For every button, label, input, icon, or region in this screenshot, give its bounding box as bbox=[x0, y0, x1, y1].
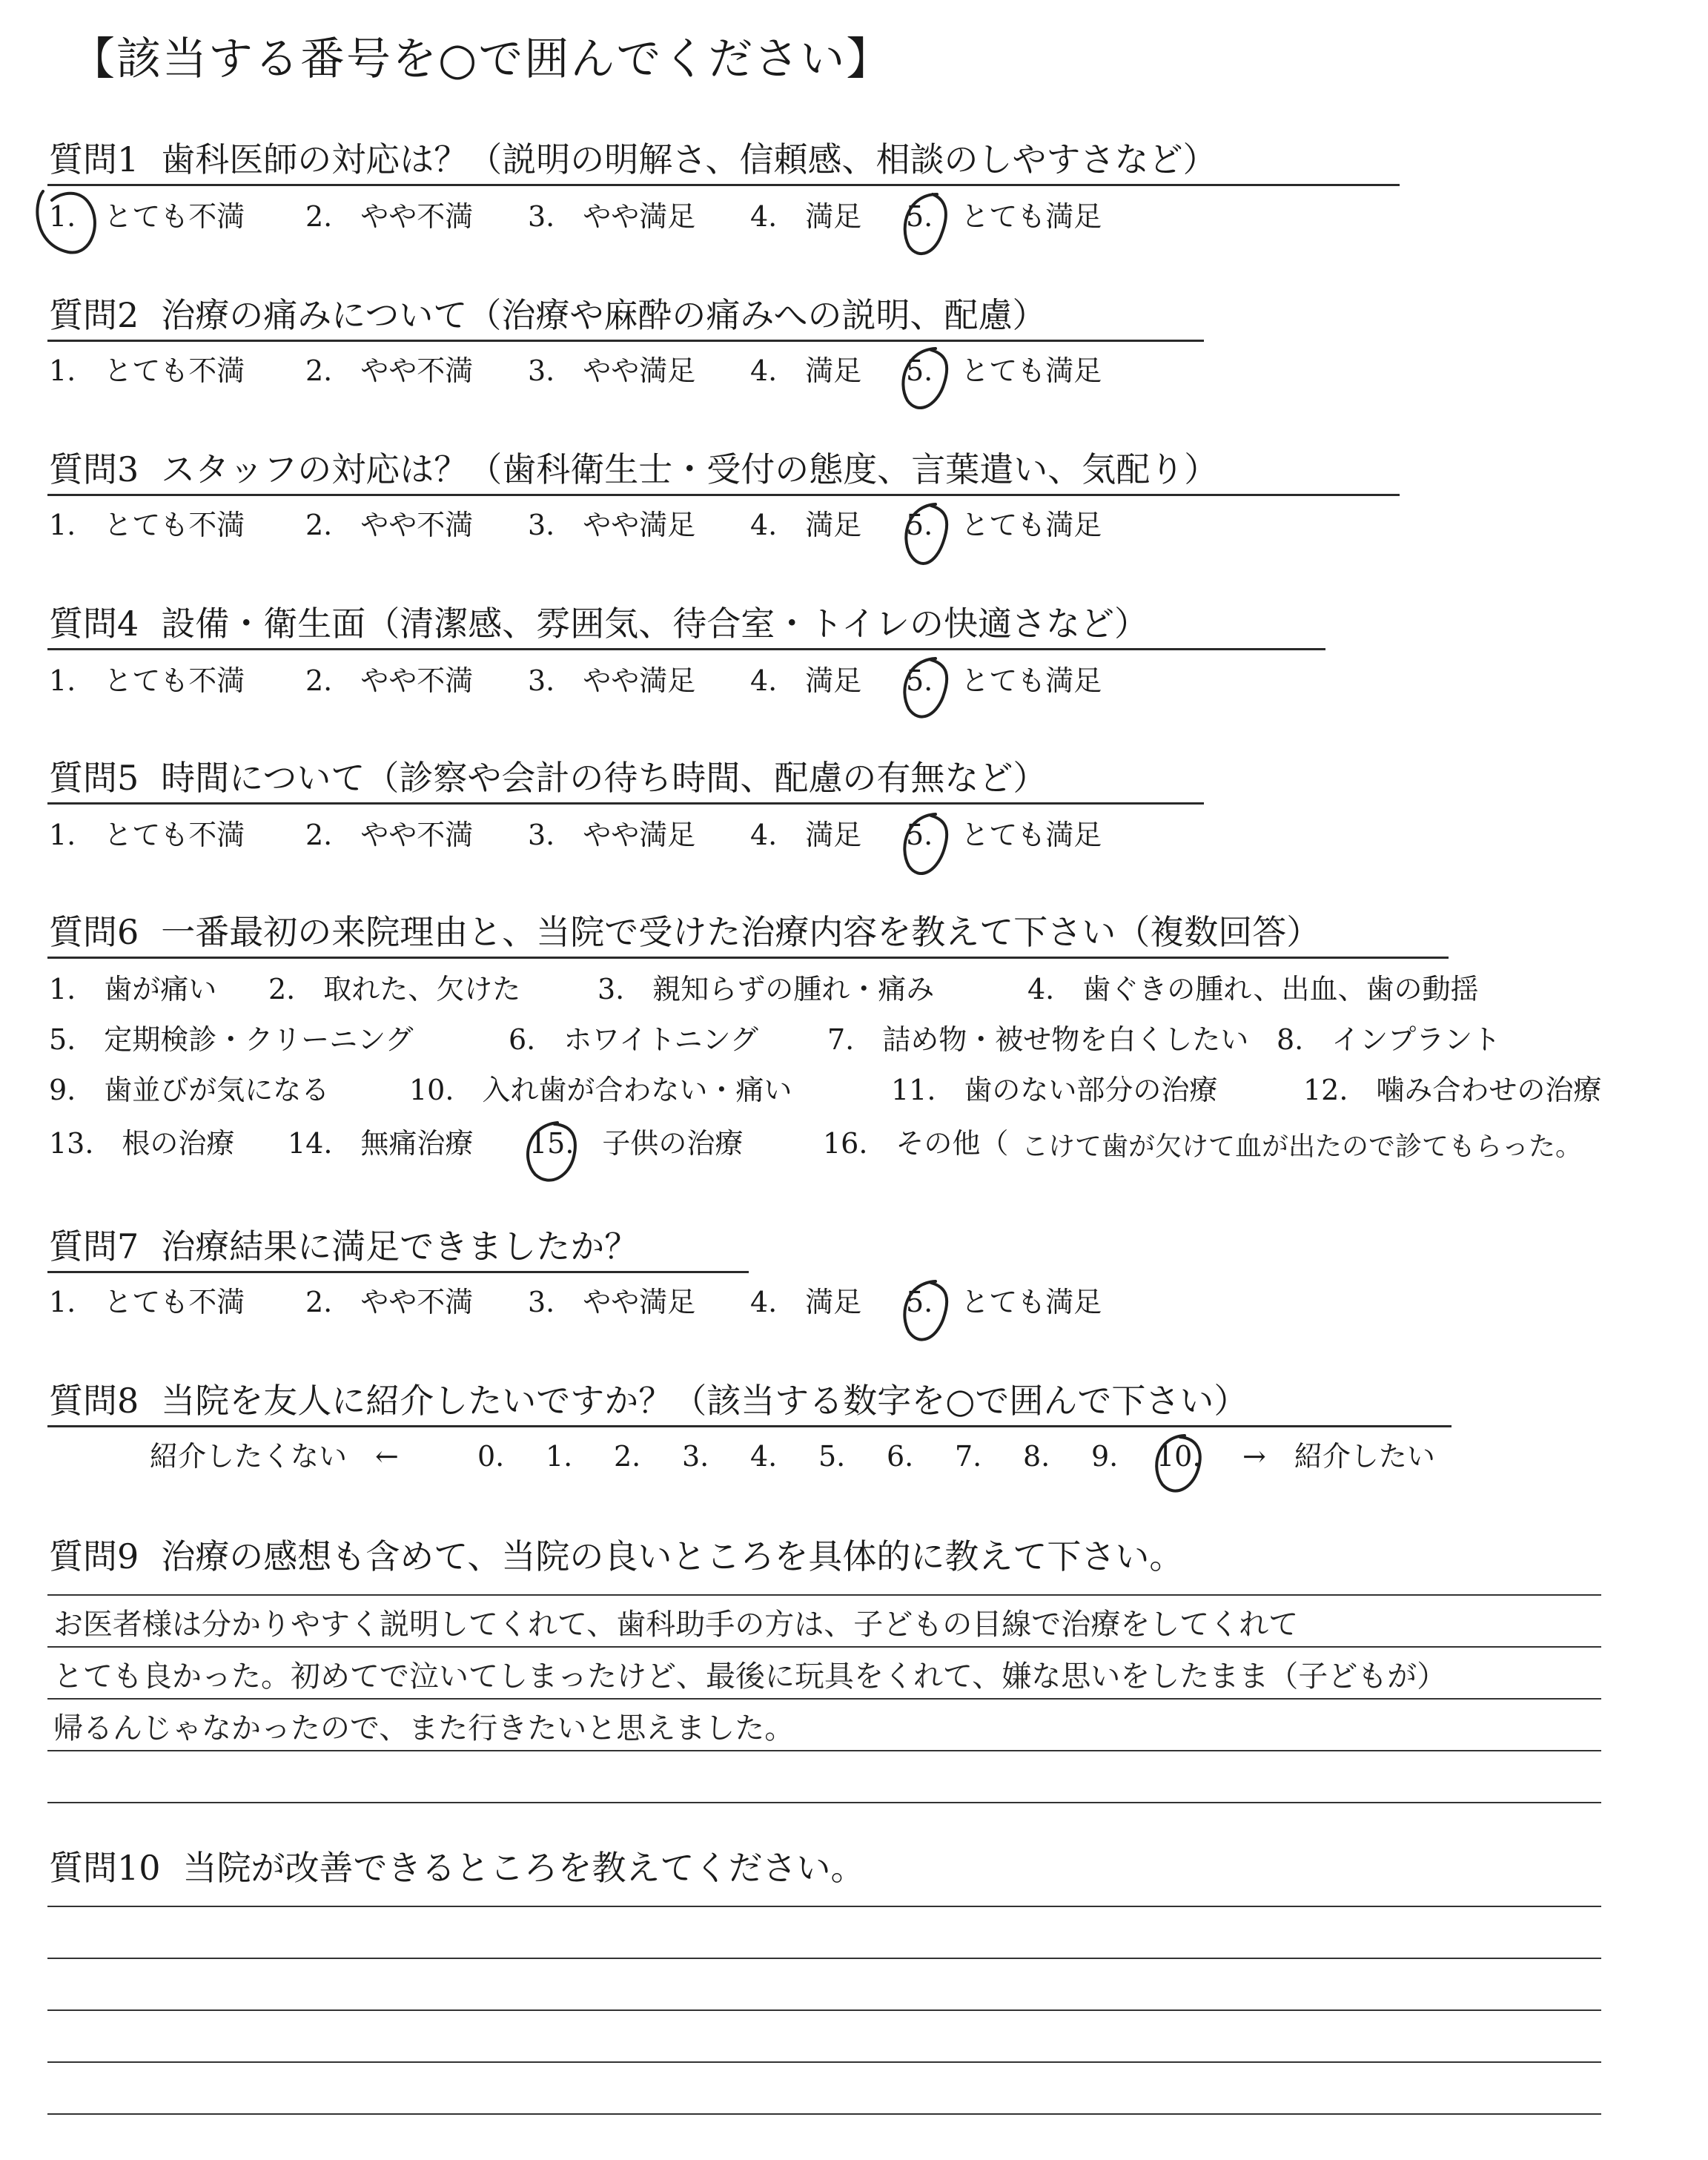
rating-option-1: 1. とても不満 bbox=[49, 664, 245, 697]
scale-number: 7. bbox=[955, 1440, 982, 1473]
question-text: 治療結果に満足できましたか？ bbox=[161, 1226, 639, 1266]
scale-number: 5. bbox=[818, 1440, 846, 1473]
handwritten-other-answer: こけて歯が欠けて血が出たので診てもらった。 bbox=[1022, 1132, 1583, 1162]
option: 8. インプラント bbox=[1277, 1023, 1501, 1056]
handwritten-answer-line-2: とても良かった。初めてで泣いてしまったけど、最後に玩具をくれて、嫌な思いをしたまま（子どもが） bbox=[53, 1659, 1447, 1694]
question-label: 質問3 bbox=[49, 449, 139, 489]
option: 4. 歯ぐきの腫れ、出血、歯の動揺 bbox=[1027, 973, 1479, 1005]
rating-option-1: 1. とても不満 bbox=[49, 354, 245, 387]
selection-circle-q7-5 bbox=[904, 1281, 947, 1340]
page-title: 【該当する番号を○で囲んでください】 bbox=[70, 33, 893, 85]
rating-option-3: 3. やや満足 bbox=[528, 1286, 696, 1318]
selection-circle-q1-1 bbox=[37, 191, 95, 253]
question-text: 当院を友人に紹介したいですか？（該当する数字を○で囲んで下さい） bbox=[161, 1381, 1248, 1421]
selection-circle-q8-10 bbox=[1156, 1436, 1200, 1491]
scale-number: 1. bbox=[546, 1440, 573, 1473]
option: 10. 入れ歯が合わない・痛い bbox=[409, 1074, 792, 1106]
option: 16. その他（ bbox=[823, 1127, 1009, 1160]
question-text: 治療の感想も含めて、当院の良いところを具体的に教えて下さい。 bbox=[161, 1536, 1184, 1576]
selection-circle-q2-5 bbox=[903, 349, 947, 408]
rating-option-5: 5. とても満足 bbox=[906, 819, 1102, 851]
rating-option-2: 2. やや不満 bbox=[305, 509, 474, 541]
scale-number: 6. bbox=[887, 1440, 914, 1473]
rating-option-4: 4. 満足 bbox=[750, 819, 862, 851]
option: 7. 詰め物・被せ物を白くしたい bbox=[827, 1023, 1249, 1056]
question-label: 質問5 bbox=[49, 758, 139, 798]
rating-option-2: 2. やや不満 bbox=[305, 354, 474, 387]
question-text: 時間について（診察や会計の待ち時間、配慮の有無など） bbox=[161, 758, 1047, 798]
question-label: 質問1 bbox=[49, 139, 139, 179]
question-label: 質問6 bbox=[49, 912, 139, 952]
rating-option-5: 5. とても満足 bbox=[906, 509, 1102, 541]
selection-circle-q3-5 bbox=[906, 504, 947, 564]
scale-right-label: → 紹介したい bbox=[1242, 1440, 1435, 1473]
rating-option-1: 1. とても不満 bbox=[49, 509, 245, 541]
rating-option-3: 3. やや満足 bbox=[528, 354, 696, 387]
option: 9. 歯並びが気になる bbox=[49, 1074, 330, 1106]
rating-option-5: 5. とても満足 bbox=[906, 354, 1102, 387]
handwritten-answer-line-3: 帰るんじゃなかったので、また行きたいと思えました。 bbox=[53, 1711, 795, 1745]
rating-option-2: 2. やや不満 bbox=[305, 664, 474, 697]
option: 2. 取れた、欠けた bbox=[268, 973, 521, 1005]
rating-option-1: 1. とても不満 bbox=[49, 819, 245, 851]
option: 11. 歯のない部分の治療 bbox=[891, 1074, 1218, 1106]
rating-option-4: 4. 満足 bbox=[750, 664, 862, 697]
rating-option-2: 2. やや不満 bbox=[305, 819, 474, 851]
question-text: 歯科医師の対応は？（説明の明解さ、信頼感、相談のしやすさなど） bbox=[161, 139, 1217, 179]
scale-number: 9. bbox=[1091, 1440, 1119, 1473]
selection-circle-q6-15 bbox=[528, 1123, 575, 1180]
selection-circle-q4-5 bbox=[904, 658, 947, 717]
rating-option-3: 3. やや満足 bbox=[528, 200, 696, 233]
question-text: 一番最初の来院理由と、当院で受けた治療内容を教えて下さい（複数回答） bbox=[161, 912, 1321, 952]
rating-option-5: 5. とても満足 bbox=[906, 664, 1102, 697]
option: 13. 根の治療 bbox=[49, 1127, 235, 1160]
question-text: 治療の痛みについて（治療や麻酔の痛みへの説明、配慮） bbox=[161, 295, 1047, 335]
rating-option-5: 5. とても満足 bbox=[906, 200, 1102, 233]
option: 15. 子供の治療 bbox=[529, 1127, 744, 1160]
scale-number: 2. bbox=[614, 1440, 641, 1473]
question-text: 当院が改善できるところを教えてください。 bbox=[182, 1848, 865, 1888]
rating-option-3: 3. やや満足 bbox=[528, 509, 696, 541]
rating-option-4: 4. 満足 bbox=[750, 1286, 862, 1318]
rating-option-3: 3. やや満足 bbox=[528, 819, 696, 851]
question-label: 質問7 bbox=[49, 1226, 139, 1266]
handwritten-answer-line-1: お医者様は分かりやすく説明してくれて、歯科助手の方は、子どもの目線で治療をしてくれて bbox=[53, 1608, 1299, 1642]
question-text: 設備・衛生面（清潔感、雰囲気、待合室・トイレの快適さなど） bbox=[161, 604, 1148, 644]
rating-option-4: 4. 満足 bbox=[750, 509, 862, 541]
question-label: 質問9 bbox=[49, 1536, 139, 1576]
selection-circle-q1-5 bbox=[905, 194, 946, 254]
rating-option-2: 2. やや不満 bbox=[305, 200, 474, 233]
scale-number: 0. bbox=[477, 1440, 505, 1473]
option: 14. 無痛治療 bbox=[288, 1127, 474, 1160]
rating-option-5: 5. とても満足 bbox=[906, 1286, 1102, 1318]
scale-number: 3. bbox=[682, 1440, 709, 1473]
scale-number: 10. bbox=[1156, 1440, 1202, 1473]
scale-left-label: 紹介したくない ← bbox=[150, 1440, 399, 1473]
question-label: 質問2 bbox=[49, 295, 139, 335]
selection-circle-q5-5 bbox=[904, 814, 947, 873]
rating-option-1: 1. とても不満 bbox=[49, 200, 245, 233]
option: 1. 歯が痛い bbox=[49, 973, 217, 1005]
rating-option-1: 1. とても不満 bbox=[49, 1286, 245, 1318]
scale-number: 8. bbox=[1023, 1440, 1050, 1473]
rating-option-4: 4. 満足 bbox=[750, 354, 862, 387]
question-label: 質問10 bbox=[49, 1848, 161, 1888]
option: 6. ホワイトニング bbox=[509, 1023, 758, 1056]
option: 12. 噛み合わせの治療 bbox=[1303, 1074, 1602, 1106]
question-label: 質問4 bbox=[49, 604, 139, 644]
rating-option-2: 2. やや不満 bbox=[305, 1286, 474, 1318]
question-label: 質問8 bbox=[49, 1381, 139, 1421]
question-text: スタッフの対応は？（歯科衛生士・受付の態度、言葉遣い、気配り） bbox=[161, 449, 1219, 489]
option: 3. 親知らずの腫れ・痛み bbox=[598, 973, 935, 1005]
rating-option-3: 3. やや満足 bbox=[528, 664, 696, 697]
scale-number: 4. bbox=[750, 1440, 778, 1473]
option: 5. 定期検診・クリーニング bbox=[49, 1023, 414, 1056]
rating-option-4: 4. 満足 bbox=[750, 200, 862, 233]
